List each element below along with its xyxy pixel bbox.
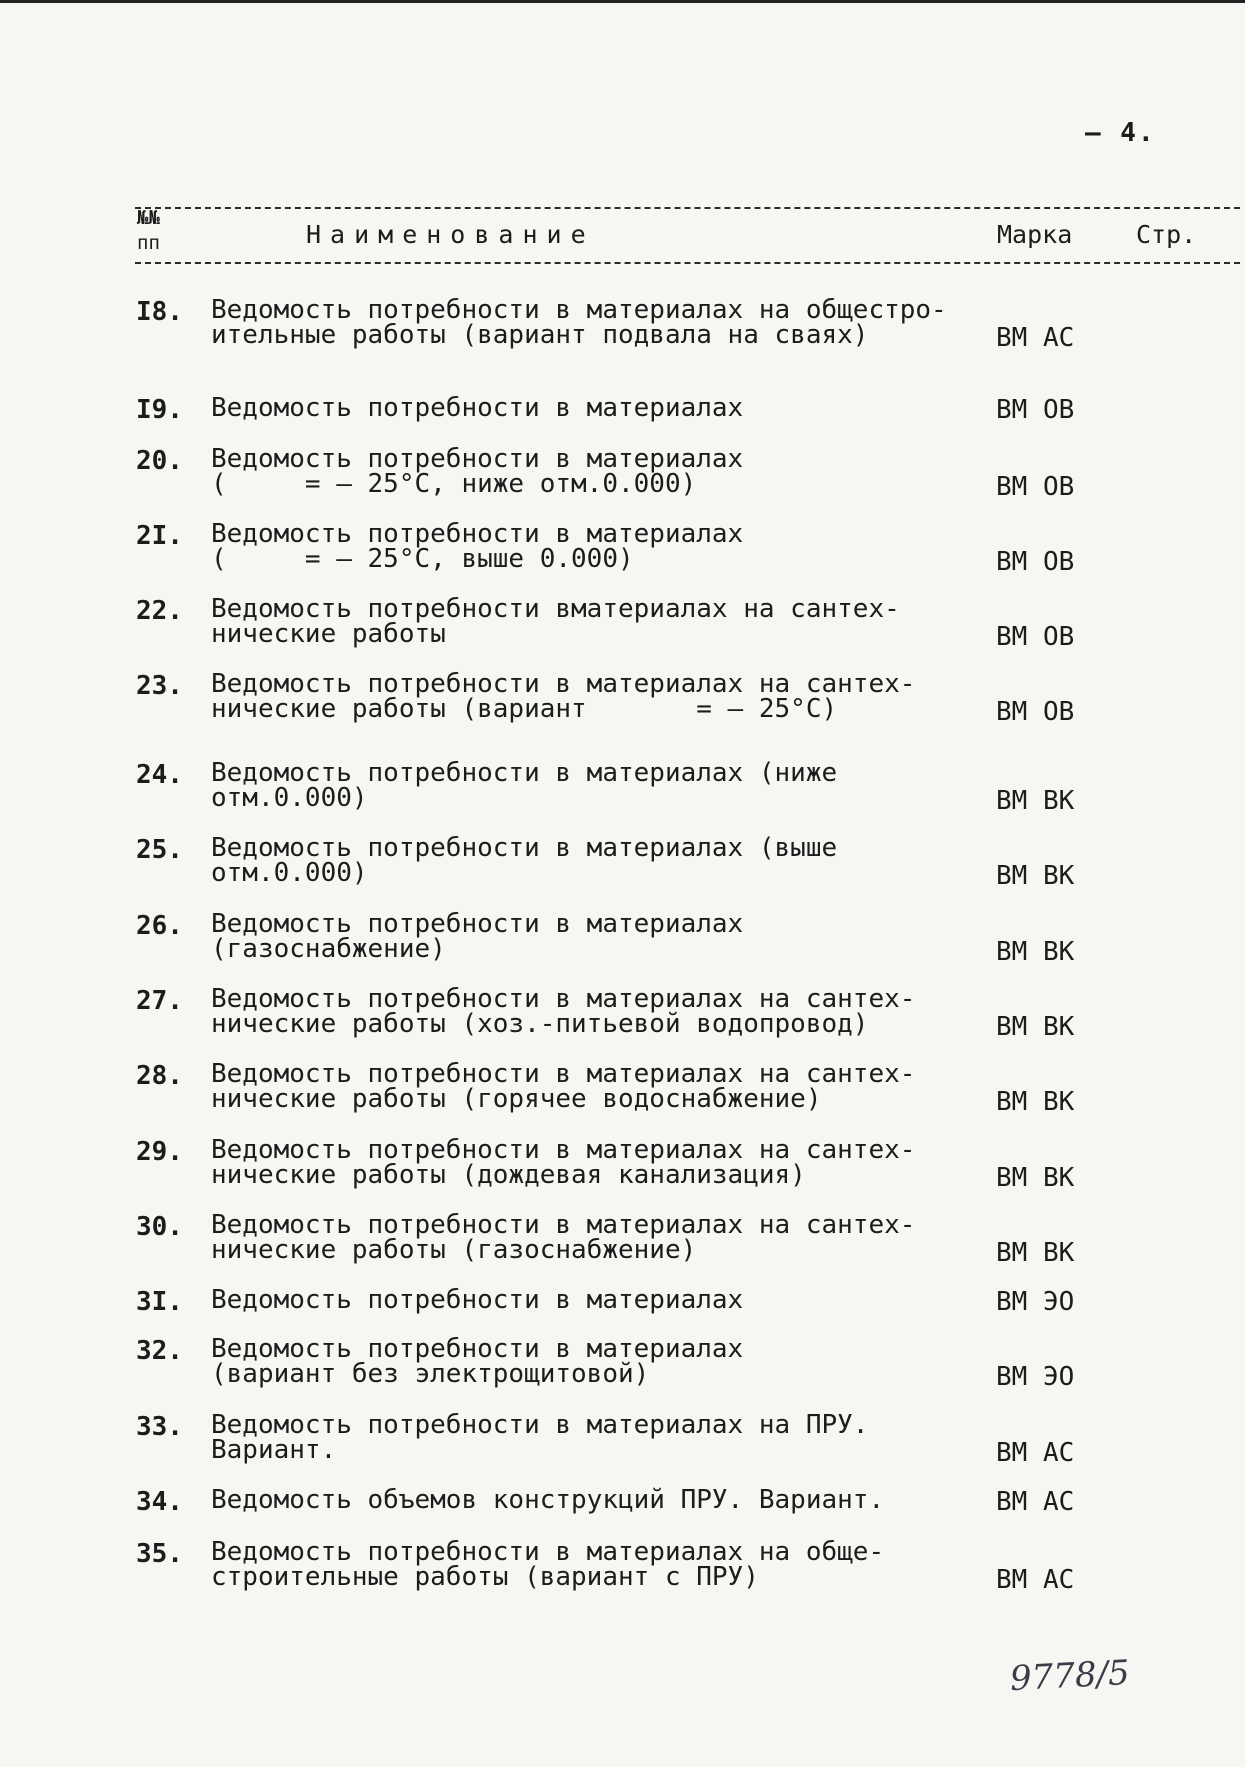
handwritten-reference-number: 9778/5 — [1009, 1652, 1131, 1700]
row-mark: ВМ АС — [996, 323, 1075, 353]
row-name — [211, 1210, 931, 1265]
row-name — [211, 1537, 931, 1592]
row-name — [211, 295, 947, 350]
row-mark: ВМ АС — [996, 1438, 1075, 1468]
row-number: 20. — [136, 446, 183, 476]
row-name-line: Ведомость потребности в материалах на сантех- — [211, 984, 916, 1014]
row-name-line: Ведомость потребности в материалах на ПРУ. — [211, 1410, 869, 1440]
row-name-line: Ведомость потребности в материалах — [211, 444, 744, 474]
column-header-mark: Марка — [997, 220, 1073, 249]
row-mark: ВМ ОВ — [996, 472, 1075, 502]
row-number: 28. — [136, 1061, 183, 1091]
row-name-line: Ведомость потребности в материалах на сантех- — [211, 669, 916, 699]
row-name-line: нические работы (вариант = – 25°С) — [211, 694, 838, 724]
row-name-line: Ведомость потребности в материалах (выше — [211, 833, 838, 863]
row-mark: ВМ ОВ — [996, 395, 1075, 425]
row-name-line: нические работы — [211, 619, 446, 649]
row-name-line: нические работы (газоснабжение) — [211, 1235, 697, 1265]
row-name-line: Ведомость потребности в материалах — [211, 909, 744, 939]
row-mark: ВМ ВК — [996, 1238, 1075, 1268]
row-name — [211, 444, 931, 499]
row-name-line: Ведомость потребности в материалах — [211, 1334, 744, 1364]
row-name-line: нические работы (горячее водоснабжение) — [211, 1084, 822, 1114]
row-name-line: строительные работы (вариант с ПРУ) — [211, 1562, 759, 1592]
row-mark: ВМ ОВ — [996, 697, 1075, 727]
row-name-line: (вариант без электрощитовой) — [211, 1359, 650, 1389]
row-number: 24. — [136, 760, 183, 790]
row-mark: ВМ АС — [996, 1487, 1075, 1517]
row-name-line: Ведомость потребности вматериалах на сантех- — [211, 594, 900, 624]
row-number: 2I. — [136, 521, 183, 551]
row-mark: ВМ ВК — [996, 861, 1075, 891]
row-mark: ВМ ОВ — [996, 622, 1075, 652]
row-name-line: ительные работы (вариант подвала на сваях) — [211, 320, 869, 350]
column-header-number-abbr: пп — [137, 232, 160, 254]
row-number: 23. — [136, 671, 183, 701]
row-name-line: нические работы (хоз.-питьевой водопровод) — [211, 1009, 869, 1039]
row-name-line: нические работы (дождевая канализация) — [211, 1160, 806, 1190]
row-number: 35. — [136, 1539, 183, 1569]
row-name — [211, 1334, 931, 1389]
row-name — [211, 1059, 931, 1114]
row-number: 27. — [136, 986, 183, 1016]
row-name-line: ( = – 25°С, ниже отм.0.000) — [211, 469, 697, 499]
row-mark: ВМ АС — [996, 1565, 1075, 1595]
row-name-line: Ведомость потребности в материалах — [211, 393, 744, 423]
row-name — [211, 594, 931, 649]
row-name — [211, 833, 931, 888]
row-mark: ВМ ВК — [996, 786, 1075, 816]
row-name — [211, 909, 931, 964]
row-name — [211, 758, 931, 813]
row-number: 32. — [136, 1336, 183, 1366]
column-header-name: Наименование — [306, 220, 595, 249]
column-header-number-sign: №№ — [137, 207, 160, 229]
row-name-line: Ведомость потребности в материалах — [211, 519, 744, 549]
row-name-line: ( = – 25°С, выше 0.000) — [211, 544, 634, 574]
row-number: I9. — [136, 395, 183, 425]
row-mark: ВМ ВК — [996, 937, 1075, 967]
row-mark: ВМ ЭО — [996, 1362, 1075, 1392]
row-name — [211, 1485, 931, 1515]
row-mark: ВМ ОВ — [996, 547, 1075, 577]
row-name — [211, 669, 931, 724]
row-name-line: Ведомость потребности в материалах на сантех- — [211, 1210, 916, 1240]
page-number: – 4. — [1085, 118, 1156, 148]
row-number: 29. — [136, 1137, 183, 1167]
row-name — [211, 393, 931, 423]
row-number: 22. — [136, 596, 183, 626]
row-name-line: отм.0.000) — [211, 858, 368, 888]
row-number: 26. — [136, 911, 183, 941]
row-name-line: Ведомость потребности в материалах на общестро- — [211, 295, 947, 325]
row-name-line: Вариант. — [211, 1435, 337, 1465]
row-name — [211, 519, 931, 574]
row-name-line: (газоснабжение) — [211, 934, 446, 964]
row-name-line: Ведомость потребности в материалах — [211, 1285, 744, 1315]
row-mark: ВМ ВК — [996, 1012, 1075, 1042]
row-name — [211, 984, 931, 1039]
row-number: 3I. — [136, 1287, 183, 1317]
row-name — [211, 1285, 931, 1315]
row-mark: ВМ ЭО — [996, 1287, 1075, 1317]
row-mark: ВМ ВК — [996, 1163, 1075, 1193]
row-number: 25. — [136, 835, 183, 865]
row-number: 33. — [136, 1412, 183, 1442]
row-name-line: Ведомость объемов конструкций ПРУ. Вариант. — [211, 1485, 885, 1515]
row-name-line: отм.0.000) — [211, 783, 368, 813]
row-name-line: Ведомость потребности в материалах на сантех- — [211, 1059, 916, 1089]
row-name-line: Ведомость потребности в материалах на обще- — [211, 1537, 885, 1567]
column-header-page: Стр. — [1136, 220, 1197, 249]
row-name-line: Ведомость потребности в материалах на сантех- — [211, 1135, 916, 1165]
row-number: 30. — [136, 1212, 183, 1242]
row-name — [211, 1135, 931, 1190]
row-mark: ВМ ВК — [996, 1087, 1075, 1117]
row-number: 34. — [136, 1487, 183, 1517]
row-name-line: Ведомость потребности в материалах (ниже — [211, 758, 838, 788]
row-name — [211, 1410, 931, 1465]
row-number: I8. — [136, 297, 183, 327]
